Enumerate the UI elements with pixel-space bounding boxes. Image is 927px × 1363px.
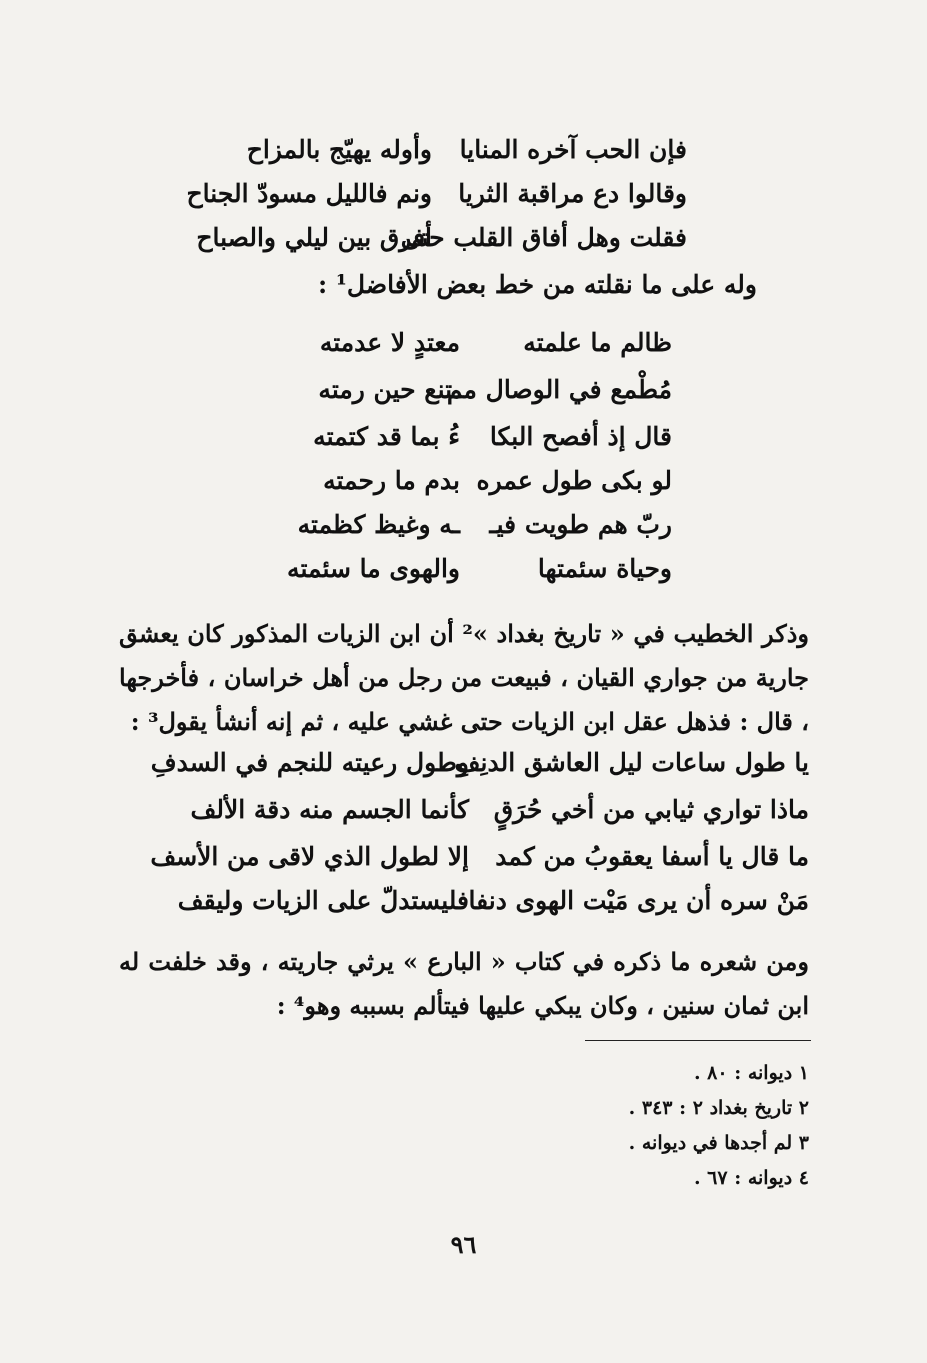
paragraph-1 — [119, 612, 809, 744]
page-number: ٩٦ — [450, 1230, 477, 1259]
verse-line — [119, 844, 809, 869]
hemistich-second: إلا لطول الذي لاقى من الأسف — [150, 842, 469, 871]
footnote: ١ ديوانه : ٨٠ . — [693, 1062, 809, 1084]
hemistich-second: وأوله يهيّج بالمزاح — [246, 135, 432, 164]
verse-line — [220, 556, 672, 581]
hemistich-second: أفرق بين ليلي والصباح — [196, 223, 432, 252]
verse-line — [119, 888, 809, 913]
paragraph-text: ومن شعره ما ذكره في كتاب « البارع » يرثي جاريته ، وقد خلفت له ابن ثمان سنين ، وكان يبكي عليها فيتألم بسببه وهو⁴ : — [119, 947, 809, 1020]
hemistich-second: ءُ بما قد كتمته — [313, 422, 460, 451]
paragraph-text: وذكر الخطيب في « تاريخ بغداد »² أن ابن الزيات المذكور كان يعشق جارية من جواري القيان ، فبيعت من رجل من أهل خراسان ، فأخرجها ، قال : فذهل عقل ابن الزيات حتى غشي عليه ، ثم إنه أنشأ يقول³ : — [119, 619, 810, 736]
hemistich-first: ظالم ما علمته — [523, 328, 672, 357]
section-intro: وله على ما نقلته من خط بعض الأفاضل¹ : — [318, 270, 757, 299]
hemistich-first: فإن الحب آخره المنايا — [459, 135, 687, 164]
hemistich-first: قال إذ أفصح البكا — [489, 422, 672, 451]
hemistich-first: ما قال يا أسفا يعقوبُ من كمد — [495, 842, 809, 871]
paragraph-2 — [119, 940, 809, 1028]
footnote: ٣ لم أجدها في ديوانه . — [628, 1132, 809, 1154]
verse-line — [187, 181, 687, 206]
hemistich-first: ربّ هم طويت فيـ — [489, 510, 672, 539]
verse-line — [220, 468, 672, 493]
hemistich-second: ـه وغيظ كظمته — [297, 510, 460, 539]
hemistich-second: والهوى ما سئمته — [287, 554, 460, 583]
verse-line — [187, 225, 687, 250]
verse-line — [220, 512, 672, 537]
hemistich-first: مَنْ سره أن يرى مَيْت الهوى دنفا — [468, 886, 809, 915]
hemistich-second: ونم فالليل مسودّ الجناح — [186, 179, 432, 208]
hemistich-first: يا طول ساعات ليل العاشق الدنِفِ — [454, 748, 809, 777]
hemistich-second: بدم ما رحمته — [323, 466, 460, 495]
hemistich-first: فقلت وهل أفاق القلب حتى — [400, 223, 687, 252]
hemistich-second: فليستدلّ على الزيات وليقف — [177, 886, 469, 915]
hemistich-second: ـتنع حين رمته — [318, 375, 460, 404]
verse-line — [220, 424, 672, 449]
hemistich-second: وطول رعيته للنجم في السدفِ — [150, 748, 469, 777]
footnote: ٢ تاريخ بغداد ٢ : ٣٤٣ . — [628, 1097, 809, 1119]
verse-line — [119, 750, 809, 775]
verse-line — [119, 797, 809, 822]
verse-line — [220, 377, 672, 402]
verse-line — [187, 137, 687, 162]
hemistich-first: لو بكى طول عمره — [476, 466, 672, 495]
hemistich-first: وحياة سئمتها — [537, 554, 672, 583]
hemistich-second: كأنما الجسم منه دقة الألف — [190, 795, 469, 824]
verse-line — [220, 330, 672, 355]
hemistich-first: وقالوا دع مراقبة الثريا — [458, 179, 687, 208]
hemistich-first: مُطْمع في الوصال مم — [446, 375, 672, 404]
hemistich-second: معتدٍ لا عدمته — [319, 328, 460, 357]
hemistich-first: ماذا تواري ثيابي من أخي حُرَقٍ — [493, 795, 809, 824]
footnote-divider — [585, 1040, 811, 1041]
footnote: ٤ ديوانه : ٦٧ . — [693, 1167, 809, 1189]
